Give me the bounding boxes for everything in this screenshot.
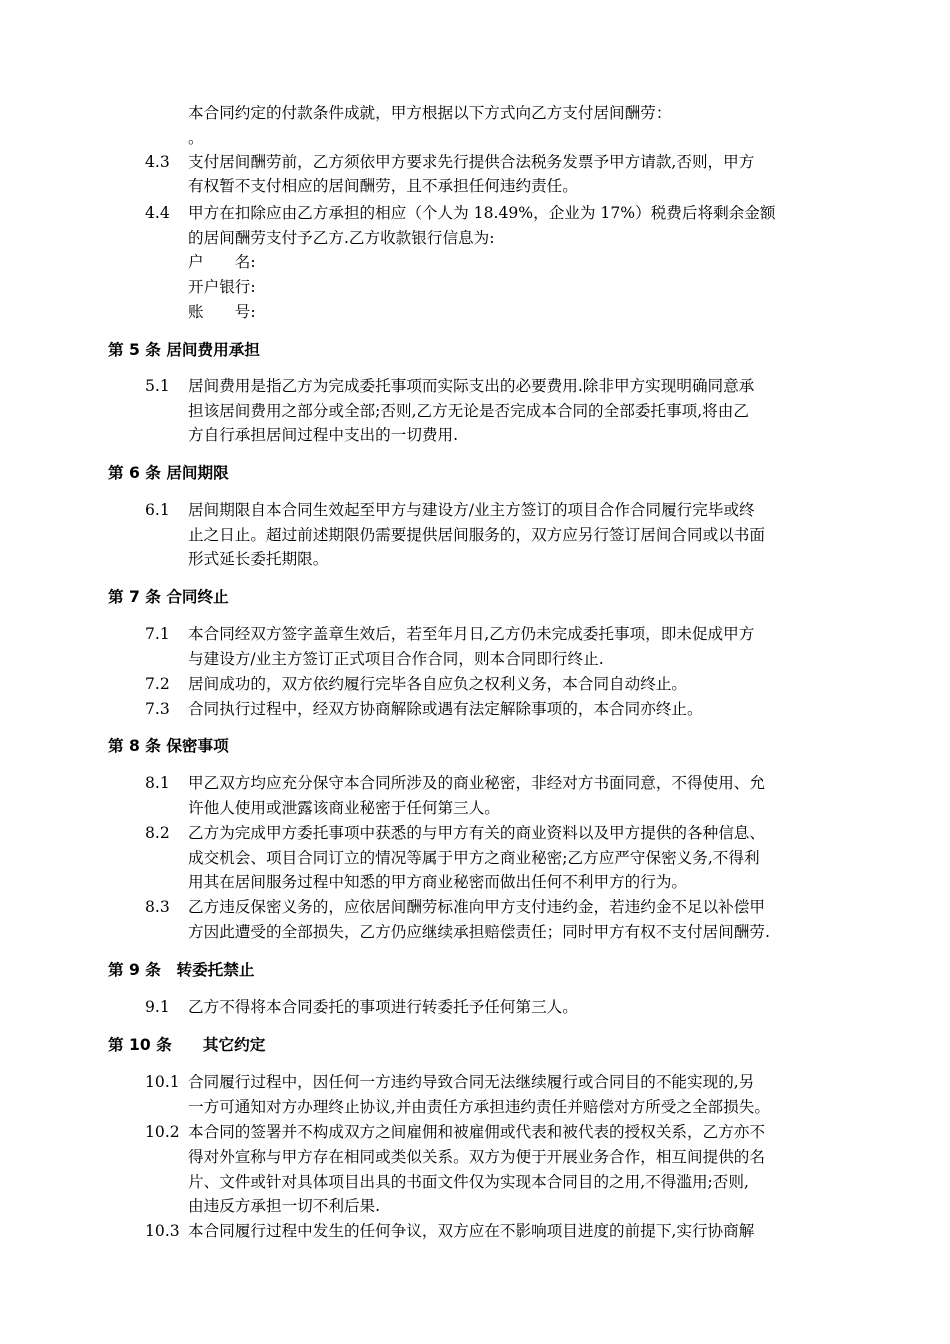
body-text: 成交机会、项目合同订立的情况等属于甲方之商业秘密;乙方应严守保密义务,不得利 xyxy=(188,849,760,867)
body-text: 居间费用是指乙方为完成委托事项而实际支出的必要费用.除非甲方实现明确同意承 xyxy=(188,377,755,395)
body-text: 本合同约定的付款条件成就，甲方根据以下方式向乙方支付居间酬劳： xyxy=(188,104,672,122)
body-text: 居间期限自本合同生效起至甲方与建设方/业主方签订的项目合作合同履行完毕或终 xyxy=(188,501,755,519)
body-text: 片、文件或针对具体项目出具的书面文件仅为实现本合同目的之用,不得滥用;否则, xyxy=(188,1173,749,1191)
body-text: 担该居间费用之部分或全部;否则,乙方无论是否完成本合同的全部委托事项,将由乙 xyxy=(188,402,749,420)
body-text: 甲方在扣除应由乙方承担的相应（个人为 18.49%，企业为 17%）税费后将剩余金额 xyxy=(188,204,776,222)
body-text: 止之日止。超过前述期限仍需要提供居间服务的，双方应另行签订居间合同或以书面 xyxy=(188,526,765,544)
body-text: 乙方不得将本合同委托的事项进行转委托予任何第三人。 xyxy=(188,998,578,1016)
clause-number: 4.3 xyxy=(145,153,170,171)
section-heading: 第 7 条 合同终止 xyxy=(108,588,229,606)
body-text: 居间成功的，双方依约履行完毕各自应负之权利义务，本合同自动终止。 xyxy=(188,675,688,693)
body-text: 合同执行过程中，经双方协商解除或遇有法定解除事项的，本合同亦终止。 xyxy=(188,700,703,718)
clause-number: 5.1 xyxy=(145,377,170,395)
body-text: 许他人使用或泄露该商业秘密于任何第三人。 xyxy=(188,799,500,817)
body-text: 用其在居间服务过程中知悉的甲方商业秘密而做出任何不利甲方的行为。 xyxy=(188,873,688,891)
body-text: 支付居间酬劳前，乙方须依甲方要求先行提供合法税务发票予甲方请款,否则，甲方 xyxy=(188,153,755,171)
clause-number: 10.1 xyxy=(145,1073,180,1091)
clause-number: 8.1 xyxy=(145,774,170,792)
body-text: 甲乙双方均应充分保守本合同所涉及的商业秘密，非经对方书面同意，不得使用、允 xyxy=(188,774,765,792)
body-text: 的居间酬劳支付予乙方.乙方收款银行信息为: xyxy=(188,229,495,247)
clause-number: 8.2 xyxy=(145,824,170,842)
body-text: 方因此遭受的全部损失，乙方仍应继续承担赔偿责任；同时甲方有权不支付居间酬劳. xyxy=(188,923,770,941)
body-text: 一方可通知对方办理终止协议,并由责任方承担违约责任并赔偿对方所受之全部损失。 xyxy=(188,1098,770,1116)
body-text: 乙方违反保密义务的，应依居间酬劳标准向甲方支付违约金，若违约金不足以补偿甲 xyxy=(188,898,765,916)
section-heading: 第 5 条 居间费用承担 xyxy=(108,341,260,359)
section-heading: 第 10 条 其它约定 xyxy=(108,1036,266,1054)
bank-account-number-field: 账 号: xyxy=(188,303,256,321)
clause-number: 10.2 xyxy=(145,1123,180,1141)
body-text: 形式延长委托期限。 xyxy=(188,550,329,568)
body-text: 方自行承担居间过程中支出的一切费用. xyxy=(188,426,459,444)
body-text: 得对外宣称与甲方存在相同或类似关系。双方为便于开展业务合作，相互间提供的名 xyxy=(188,1148,765,1166)
bank-account-name-field: 户 名: xyxy=(188,253,256,271)
clause-number: 7.1 xyxy=(145,625,170,643)
clause-number: 9.1 xyxy=(145,998,170,1016)
clause-number: 7.3 xyxy=(145,700,170,718)
body-text: 与建设方/业主方签订正式项目合作合同，则本合同即行终止. xyxy=(188,650,604,668)
clause-number: 10.3 xyxy=(145,1222,180,1240)
body-text: 。 xyxy=(188,129,204,147)
body-text: 合同履行过程中，因任何一方违约导致合同无法继续履行或合同目的不能实现的,另 xyxy=(188,1073,755,1091)
section-heading: 第 6 条 居间期限 xyxy=(108,464,229,482)
body-text: 本合同履行过程中发生的任何争议，双方应在不影响项目进度的前提下,实行协商解 xyxy=(188,1222,755,1240)
body-text: 本合同经双方签字盖章生效后，若至年月日,乙方仍未完成委托事项，即未促成甲方 xyxy=(188,625,755,643)
bank-name-field: 开户银行: xyxy=(188,278,256,296)
section-heading: 第 8 条 保密事项 xyxy=(108,737,229,755)
clause-number: 7.2 xyxy=(145,675,170,693)
clause-number: 4.4 xyxy=(145,204,170,222)
clause-number: 6.1 xyxy=(145,501,170,519)
section-heading: 第 9 条 转委托禁止 xyxy=(108,961,255,979)
clause-number: 8.3 xyxy=(145,898,170,916)
body-text: 本合同的签署并不构成双方之间雇佣和被雇佣或代表和被代表的授权关系，乙方亦不 xyxy=(188,1123,765,1141)
body-text: 由违反方承担一切不利后果. xyxy=(188,1197,381,1215)
body-text: 乙方为完成甲方委托事项中获悉的与甲方有关的商业资料以及甲方提供的各种信息、 xyxy=(188,824,765,842)
body-text: 有权暂不支付相应的居间酬劳，且不承担任何违约责任。 xyxy=(188,177,578,195)
